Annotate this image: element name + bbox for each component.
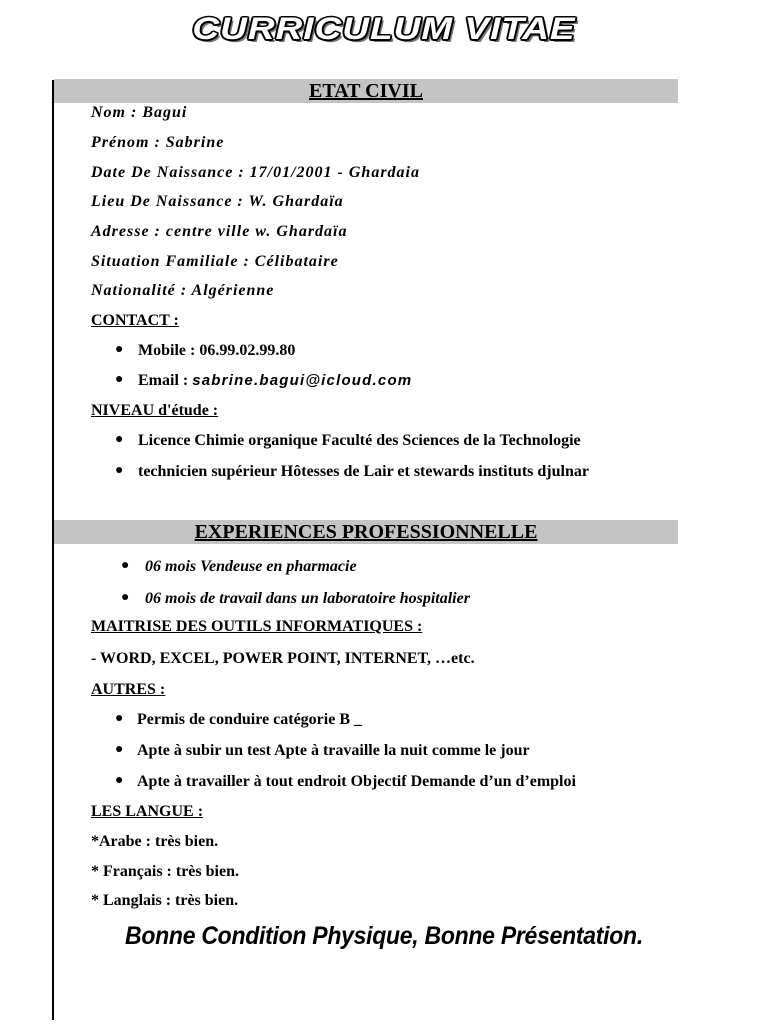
autres-heading: AUTRES :: [91, 681, 166, 698]
informatique-text: - WORD, EXCEL, POWER POINT, INTERNET, …etc.: [91, 650, 475, 667]
field-prenom: Prénom : Sabrine: [91, 134, 225, 151]
bullet-icon: ●: [115, 342, 124, 357]
cv-title: CURRICULUM VITAE: [192, 11, 576, 46]
email-link[interactable]: sabrine.bagui@icloud.com: [192, 372, 413, 389]
field-date-naissance: Date De Naissance : 17/01/2001 - Ghardaia: [91, 164, 420, 181]
email-label: Email :: [138, 372, 193, 389]
niveau-item: Licence Chimie organique Faculté des Sciences de la Technologie: [138, 432, 581, 449]
bullet-icon: ●: [121, 590, 130, 605]
field-adresse: Adresse : centre ville w. Ghardaïa: [91, 223, 348, 240]
langues-heading: LES LANGUE :: [91, 803, 204, 820]
field-nom: Nom : Bagui: [91, 104, 188, 121]
field-situation: Situation Familiale : Célibataire: [91, 253, 339, 270]
langue-item: * Langlais : très bien.: [91, 892, 239, 909]
field-nationalite: Nationalité : Algérienne: [91, 282, 275, 299]
bullet-icon: ●: [115, 463, 124, 478]
niveau-item: technicien supérieur Hôtesses de Lair et stewards instituts djulnar: [138, 463, 589, 480]
bullet-icon: ●: [115, 372, 124, 387]
bullet-icon: ●: [121, 558, 130, 573]
bullet-icon: ●: [115, 773, 124, 788]
bullet-icon: ●: [115, 711, 124, 726]
autres-item: Apte à subir un test Apte à travaille la nuit comme le jour: [137, 742, 530, 759]
contact-mobile: Mobile : 06.99.02.99.80: [138, 342, 296, 359]
experience-item: 06 mois Vendeuse en pharmacie: [145, 558, 357, 575]
left-margin-rule: [52, 80, 54, 1020]
experiences-heading: EXPERIENCES PROFESSIONNELLE: [194, 521, 538, 543]
informatique-heading: MAITRISE DES OUTILS INFORMATIQUES :: [91, 618, 423, 635]
bullet-icon: ●: [115, 742, 124, 757]
langue-item: *Arabe : très bien.: [91, 833, 219, 850]
field-lieu-naissance: Lieu De Naissance : W. Ghardaïa: [91, 193, 344, 210]
contact-email: [138, 371, 412, 391]
section-band-experiences: [54, 520, 678, 544]
autres-item: Permis de conduire catégorie B _: [137, 711, 362, 728]
etat-civil-heading: ETAT CIVIL: [309, 80, 423, 102]
experience-item: 06 mois de travail dans un laboratoire hospitalier: [145, 590, 470, 607]
langue-item: * Français : très bien.: [91, 863, 239, 880]
autres-item: Apte à travailler à tout endroit Objectif Demande d’un d’emploi: [137, 773, 576, 790]
bullet-icon: ●: [115, 432, 124, 447]
niveau-heading: NIVEAU d'étude :: [91, 402, 219, 419]
contact-heading: CONTACT :: [91, 312, 179, 329]
footer-tagline: Bonne Condition Physique, Bonne Présentation.: [125, 922, 643, 950]
section-band-etat-civil: [54, 79, 678, 103]
